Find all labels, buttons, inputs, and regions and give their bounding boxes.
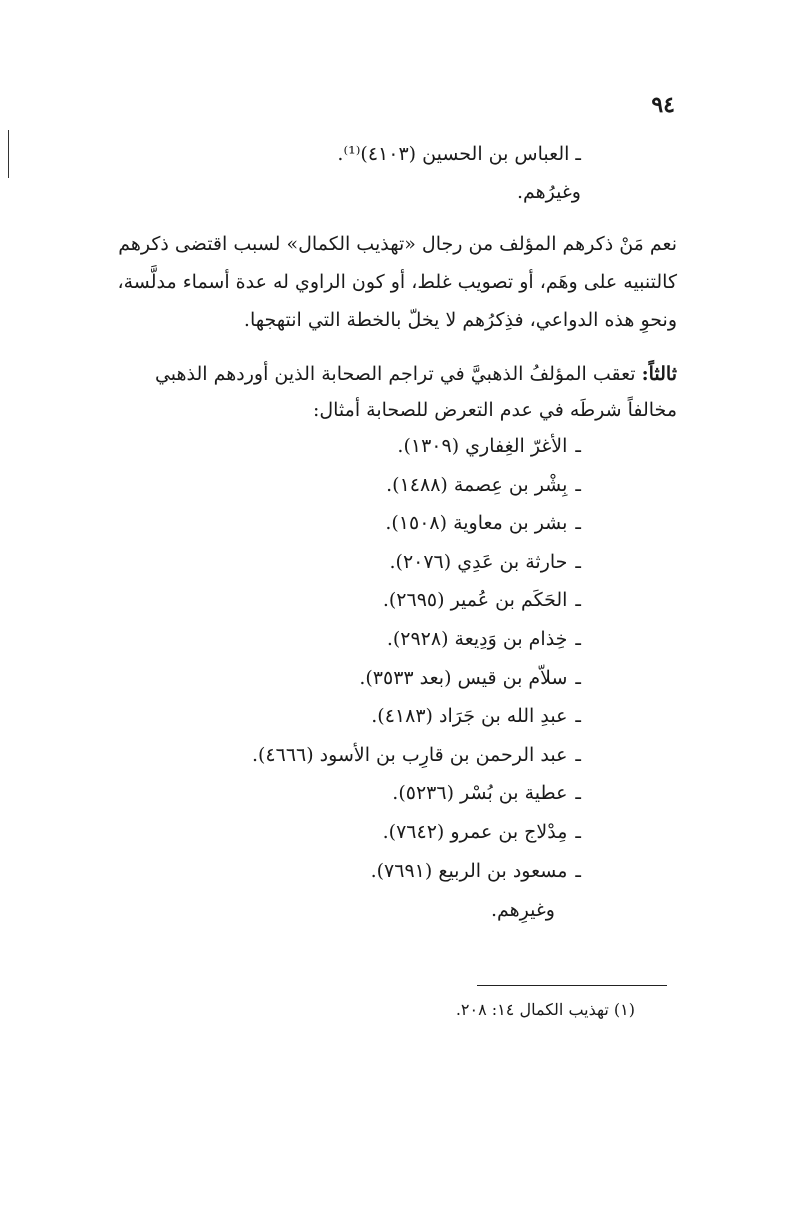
list-item-text: الأغرّ الغِفاري (١٣٠٩).	[397, 435, 568, 457]
paragraph-2-line-2: مخالفاً شرطَه في عدم التعرض للصحابة أمثال:	[312, 399, 677, 421]
list-item	[359, 664, 581, 692]
list-dash: ـ	[575, 744, 581, 766]
list-item	[371, 702, 581, 730]
list-dash: ـ	[575, 705, 581, 727]
list-dash: ـ	[575, 474, 581, 496]
intro-tail: وغيرُهم.	[516, 181, 581, 203]
list-item	[386, 471, 581, 499]
list-item-text: مسعود بن الربيع (٧٦٩١).	[370, 860, 568, 882]
list-item-text: بِشْر بن عِصمة (١٤٨٨).	[386, 474, 568, 496]
list-item	[385, 509, 581, 537]
intro-list-item: ـ العباس بن الحسين (٤١٠٣)⁽¹⁾.	[337, 143, 581, 165]
page-number: ٩٤	[651, 92, 675, 118]
list-dash: ـ	[575, 512, 581, 534]
list-dash: ـ	[575, 628, 581, 650]
list-item	[383, 818, 581, 846]
paragraph-2-line-1-text: تعقب المؤلفُ الذهبيَّ في تراجم الصحابة الذين أوردهم الذهبي	[154, 363, 642, 385]
paragraph-1-line-1: نعم مَنْ ذكرهم المؤلف من رجال «تهذيب الكمال» لسبب اقتضى ذكرهم	[118, 233, 677, 255]
list-dash: ـ	[575, 821, 581, 843]
paragraph-1-line-2: كالتنبيه على وهَم، أو تصويب غلط، أو كون الراوي له عدة أسماء مدلَّسة،	[117, 271, 677, 293]
footnote-separator	[477, 985, 667, 986]
list-item-text: مِدْلاج بن عمرو (٧٦٤٢).	[382, 821, 568, 843]
list-item	[389, 548, 581, 576]
list-item	[252, 741, 581, 769]
list-item-text: عبد الرحمن بن قارِب بن الأسود (٤٦٦٦).	[251, 744, 568, 766]
list-item-text: عطية بن بُسْر (٥٢٣٦).	[392, 782, 568, 804]
section-lead: ثالثاً:	[641, 363, 677, 385]
list-item-text: عبدِ الله بن جَرَاد (٤١٨٣).	[371, 705, 568, 727]
list-dash: ـ	[575, 551, 581, 573]
list-item-text: الحَكَم بن عُمير (٢٦٩٥).	[382, 589, 568, 611]
list-item	[392, 779, 581, 807]
list-tail: وغيرِهم.	[490, 899, 555, 921]
paragraph-1-line-3: ونحوِ هذه الدواعي، فذِكرُهم لا يخلّ بالخطة التي انتهجها.	[243, 309, 677, 331]
list-dash: ـ	[575, 667, 581, 689]
list-dash: ـ	[575, 782, 581, 804]
list-item	[387, 625, 581, 653]
list-item	[397, 432, 581, 460]
list-item	[383, 586, 581, 614]
list-item-text: خِذام بن وَدِيعة (٢٩٢٨).	[386, 628, 568, 650]
list-dash: ـ	[575, 860, 581, 882]
list-item-text: بشر بن معاوية (١٥٠٨).	[385, 512, 568, 534]
paragraph-2-line-1	[155, 360, 677, 388]
list-item	[371, 857, 581, 885]
list-dash: ـ	[575, 435, 581, 457]
list-item-text: سلاّم بن قيس (بعد ٣٥٣٣).	[359, 667, 568, 689]
footnote: (١) تهذيب الكمال ١٤: ٢٠٨.	[455, 1000, 635, 1019]
list-item-text: حارثة بن عَدِي (٢٠٧٦).	[389, 551, 568, 573]
list-dash: ـ	[575, 589, 581, 611]
margin-mark	[8, 130, 9, 178]
